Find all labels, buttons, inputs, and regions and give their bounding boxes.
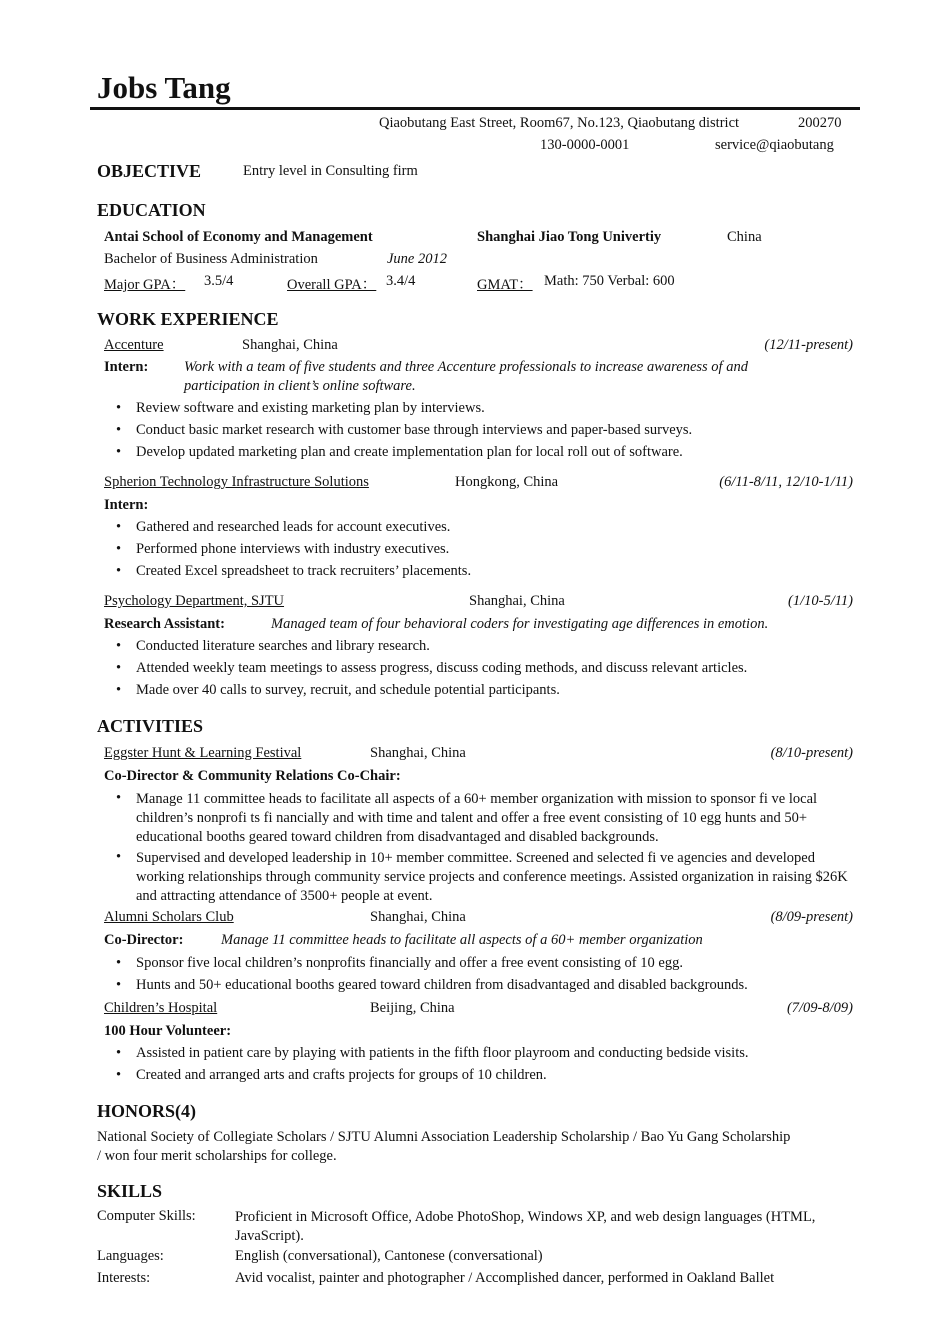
activity-bullet: Manage 11 committee heads to facilitate all aspects of a 60+ member organization with mission to sponsor fi ve local children’s nonprofi ts fi nancially and with time and talent and offer a free event consisting of 10 egg hunts and 50+ educational booths geared toward children from disadvantaged and disabled backgrounds.: [136, 791, 818, 845]
activity-role: Co-Director & Community Relations Co-Chair:: [104, 768, 401, 784]
bullet: •: [116, 541, 122, 557]
skill-value: Avid vocalist, painter and photographer / Accomplished dancer, performed in Oakland Ballet: [235, 1270, 775, 1286]
overall-gpa-value: 3.4/4: [386, 273, 416, 289]
activity-role: 100 Hour Volunteer:: [104, 1023, 232, 1039]
gmat-value: Math: 750 Verbal: 600: [544, 273, 675, 289]
education-country: China: [727, 229, 762, 245]
bullet: •: [116, 638, 122, 654]
bullet: •: [116, 422, 122, 438]
address: Qiaobutang East Street, Room67, No.123, Qiaobutang district: [379, 115, 740, 131]
job-role: Research Assistant:: [104, 616, 225, 632]
skill-label: Interests:: [97, 1270, 151, 1286]
bullet: •: [116, 849, 122, 865]
job-location: Shanghai, China: [242, 337, 338, 353]
skill-label: Computer Skills:: [97, 1208, 196, 1224]
skill-value: English (conversational), Cantonese (conversational): [235, 1248, 543, 1264]
activity-role: Co-Director:: [104, 932, 184, 948]
bullet: •: [116, 519, 122, 535]
objective-text: Entry level in Consulting firm: [243, 163, 418, 179]
job-bullet: Made over 40 calls to survey, recruit, and schedule potential participants.: [136, 682, 560, 698]
job-bullet: Conduct basic market research with customer base through interviews and paper-based surveys.: [136, 422, 693, 438]
work-heading: WORK EXPERIENCE: [97, 309, 279, 329]
skill-label: Languages:: [97, 1248, 164, 1264]
activity-dates: (7/09-8/09): [786, 1000, 853, 1016]
job-description: Work with a team of five students and three Accenture professionals to increase awareness of and: [184, 359, 748, 375]
job-bullet: Gathered and researched leads for account executives.: [136, 519, 451, 535]
activity-description: Manage 11 committee heads to facilitate all aspects of a 60+ member organization: [221, 932, 703, 948]
bullet: •: [116, 400, 122, 416]
activity-location: Shanghai, China: [370, 745, 466, 761]
bullet: •: [116, 682, 122, 698]
email: service@qiaobutang: [715, 137, 834, 153]
job-org: Psychology Department, SJTU: [104, 593, 285, 609]
activity-org: Eggster Hunt & Learning Festival: [104, 745, 302, 761]
major-gpa-value: 3.5/4: [204, 273, 234, 289]
education-heading: EDUCATION: [97, 200, 206, 220]
honors-text: National Society of Collegiate Scholars / SJTU Alumni Association Leadership Scholarship / Bao Yu Gang Scholarship / won four merit scholarships for college.: [97, 1129, 791, 1164]
skill-value: Proficient in Microsoft Office, Adobe PhotoShop, Windows XP, and web design languages (HTML, JavaScript).: [235, 1209, 816, 1244]
bullet: •: [116, 563, 122, 579]
job-org: Accenture: [104, 337, 164, 353]
job-role: Intern:: [104, 359, 149, 375]
job-bullet: Created Excel spreadsheet to track recruiters’ placements.: [136, 563, 472, 579]
activity-bullet: Assisted in patient care by playing with patients in the fifth floor playroom and conducting bedside visits.: [136, 1045, 749, 1061]
school-name: Antai School of Economy and Management: [104, 229, 373, 245]
job-bullet: Attended weekly team meetings to assess progress, discuss coding methods, and discuss relevant articles.: [136, 660, 748, 676]
job-dates: (6/11-8/11, 12/10-1/11): [719, 474, 853, 490]
job-dates: (1/10-5/11): [788, 593, 853, 609]
activity-dates: (8/09-present): [770, 909, 853, 925]
candidate-name: Jobs Tang: [97, 70, 231, 105]
job-bullet: Develop updated marketing plan and create implementation plan for local roll out of software.: [136, 444, 683, 460]
job-bullet: Review software and existing marketing plan by interviews.: [136, 400, 485, 416]
bullet: •: [116, 660, 122, 676]
activity-org: Children’s Hospital: [104, 1000, 218, 1016]
skills-heading: SKILLS: [97, 1181, 163, 1201]
major-gpa-label: Major GPA：: [104, 277, 186, 293]
job-description-cont: participation in client’s online software.: [184, 378, 416, 394]
activities-heading: ACTIVITIES: [97, 716, 204, 736]
job-location: Hongkong, China: [455, 474, 559, 490]
phone: 130-0000-0001: [540, 137, 630, 153]
job-bullet: Conducted literature searches and library research.: [136, 638, 430, 654]
job-location: Shanghai, China: [469, 593, 565, 609]
zip-code: 200270: [798, 115, 842, 131]
job-dates: (12/11-present): [764, 337, 853, 353]
job-description: Managed team of four behavioral coders for investigating age differences in emotion.: [271, 616, 769, 632]
header-rule: [90, 107, 860, 110]
activity-location: Shanghai, China: [370, 909, 466, 925]
bullet: •: [116, 790, 122, 806]
objective-heading: OBJECTIVE: [97, 161, 202, 181]
bullet: •: [116, 977, 122, 993]
overall-gpa-label: Overall GPA：: [287, 277, 377, 293]
bullet: •: [116, 1045, 122, 1061]
activity-bullet: Supervised and developed leadership in 10+ member committee. Screened and selected fi ve agencies and developed working relationships through community service projects and conference meetings. Assisted organization in raising $26K and attracting attendance of 3500+ people at event.: [136, 850, 848, 904]
job-role: Intern:: [104, 497, 149, 513]
activity-bullet: Hunts and 50+ educational booths geared toward children from disadvantaged and disabled backgrounds.: [136, 977, 748, 993]
bullet: •: [116, 955, 122, 971]
activity-dates: (8/10-present): [770, 745, 853, 761]
job-bullet: Performed phone interviews with industry executives.: [136, 541, 450, 557]
activity-bullet: Created and arranged arts and crafts projects for groups of 10 children.: [136, 1067, 547, 1083]
bullet: •: [116, 1067, 122, 1083]
honors-heading: HONORS(4): [97, 1101, 196, 1121]
activity-org: Alumni Scholars Club: [104, 909, 234, 925]
university-name: Shanghai Jiao Tong Univertiy: [477, 229, 662, 245]
bullet: •: [116, 444, 122, 460]
job-org: Spherion Technology Infrastructure Solutions: [104, 474, 369, 490]
degree: Bachelor of Business Administration: [104, 251, 318, 267]
activity-location: Beijing, China: [370, 1000, 455, 1016]
graduation-date: June 2012: [387, 251, 447, 267]
gmat-label: GMAT：: [477, 277, 533, 293]
activity-bullet: Sponsor five local children’s nonprofits financially and offer a free event consisting of 10 egg.: [136, 955, 683, 971]
